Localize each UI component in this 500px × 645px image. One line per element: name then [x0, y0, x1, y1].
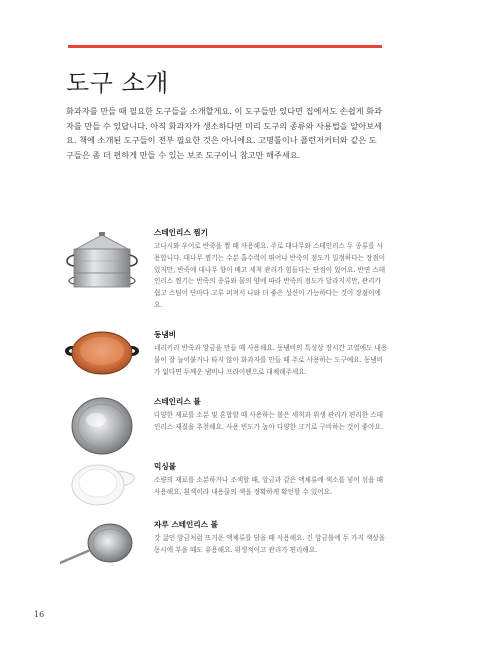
handled-bowl-icon: [60, 519, 144, 589]
page-title: 도구 소개: [66, 69, 169, 97]
tool-description: 소량의 재료를 소분하거나 조색할 때, 앙금과 같은 액체류에 색소를 넣어 섞을 때 사용해요. 흰색이라 내용물의 색을 정확하게 확인할 수 있어요.: [154, 476, 383, 496]
intro-paragraph: 화과자를 만들 때 필요한 도구들을 소개할게요. 이 도구들만 있다면 집에서도 손쉽게 화과자를 만들 수 있답니다. 아직 화과자가 생소하다면 미리 도구의 종류와 사용법을 알아보세요. 책에 소개된 도구들이 전부 필요한 것은 아니에요. 고명틀이나 플런저커터와 같은 도구들은 좀 더 편하게 만들 수 있는 보조 도구이니 참고만 해주세요.: [66, 106, 382, 160]
page-number: 16: [34, 610, 45, 619]
steamer-icon: [60, 227, 144, 297]
copper-pot-icon: [60, 329, 144, 399]
tool-name: 동냄비: [154, 330, 177, 339]
tool-description: 다양한 재료를 소분 및 혼합할 때 사용하는 볼은 세척과 위생 관리가 편리한 스테인리스 재질을 추천해요. 사용 빈도가 높아 다양한 크기로 구비하는 것이 좋아요.: [154, 411, 383, 431]
tool-description: 네리키리 반죽과 앙금을 만들 때 사용해요. 동냄비의 특성상 장시간 고열에도 내용물이 잘 늘어붙거나 타지 않아 화과자를 만들 때 주로 사용하는 도구예요. 동냄비가 없다면 두께운 냄비나 프라이팬으로 대체해주세요.: [154, 344, 388, 376]
tool-name: 자루 스테인리스 볼: [154, 520, 218, 529]
tool-description: 갓 끓인 앙금처럼 뜨거운 액체류를 담을 때 사용해요. 긴 앙금틀에 두 가지 색상을 동시에 부을 때도 유용해요. 위생적이고 관리가 편리해요.: [154, 534, 386, 554]
tool-name: 스테인리스 찜기: [154, 228, 208, 237]
steel-bowl-icon: [60, 396, 144, 466]
tool-name: 믹싱볼: [154, 462, 177, 471]
tool-description: 고나시와 우이로 반죽을 찔 때 사용해요. 주로 대나무와 스테인리스 두 종류를 사용합니다. 대나무 찜기는 수분 흡수력이 뛰어나 반죽의 점도가 일정하다는 장점이 있지만, 반죽에 대나무 향이 배고 세척 관리가 힘들다는 단점이 있어요. 반면 스테인리스 찜기는 반죽의 종류와 물의 양에 따라 반죽의 점도가 달라지지만, 관리가 쉽고 스팀이 단마다 고루 퍼져서 나와 더 좋은 성신이 가능하다는 것이 장점이에요.: [154, 242, 386, 309]
header-rule: [68, 45, 382, 48]
tool-name: 스테인리스 볼: [154, 397, 201, 406]
